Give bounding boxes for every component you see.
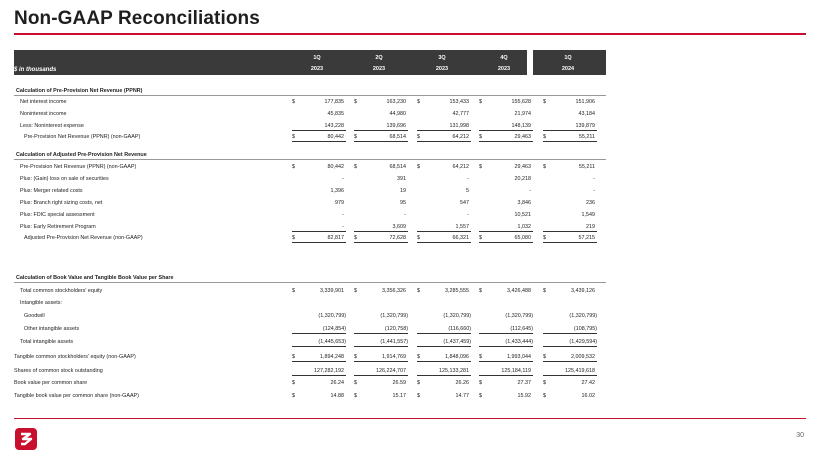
table-cell	[543, 199, 597, 207]
currency-symbol: $	[417, 235, 420, 241]
cell-value: 143,228	[324, 123, 344, 129]
currency-symbol: $	[479, 380, 482, 386]
table-row	[0, 198, 820, 208]
cell-value: 3,439,126	[571, 288, 595, 294]
table-cell	[354, 379, 408, 387]
table-cell	[543, 379, 597, 387]
table-cell	[354, 163, 408, 171]
cell-value: 68,514	[389, 164, 406, 170]
table-cell	[543, 211, 597, 219]
section-divider	[14, 159, 606, 160]
table-cell	[354, 392, 408, 400]
cell-value: 26.26	[455, 380, 469, 386]
cell-value: 163,230	[386, 99, 406, 105]
cell-value: 3,339,901	[320, 288, 344, 294]
row-label: Tangible book value per common share (non-GAAP)	[14, 393, 139, 399]
table-cell	[417, 353, 471, 362]
table-row	[0, 174, 820, 184]
column-header-quarter: 3Q	[438, 55, 446, 61]
cell-value: 236	[586, 200, 595, 206]
table-cell	[292, 325, 346, 334]
currency-symbol: $	[292, 380, 295, 386]
row-label: Net interest income	[20, 99, 67, 105]
column-header-quarter: 1Q	[564, 55, 572, 61]
table-cell	[292, 98, 346, 106]
currency-symbol: $	[543, 164, 546, 170]
currency-symbol: $	[417, 134, 420, 140]
cell-value: 979	[335, 200, 344, 206]
currency-symbol: $	[292, 235, 295, 241]
currency-symbol: $	[292, 288, 295, 294]
row-label: Tangible common stockholders' equity (non-GAAP)	[14, 354, 136, 360]
table-cell	[479, 392, 533, 400]
cell-value: (1,429,594)	[569, 339, 597, 345]
cell-value: (1,320,799)	[569, 313, 597, 319]
table-cell	[292, 110, 346, 118]
cell-value: 1,894,248	[320, 354, 344, 360]
column-header-quarter: 1Q	[313, 55, 321, 61]
cell-value: 3,426,488	[507, 288, 531, 294]
table-cell	[479, 122, 533, 131]
table-cell	[479, 325, 533, 334]
table-cell	[417, 199, 471, 207]
currency-symbol: $	[292, 99, 295, 105]
cell-value: 1,032	[517, 224, 531, 230]
table-cell	[292, 234, 346, 243]
cell-value: 3,356,326	[382, 288, 406, 294]
table-cell	[543, 338, 597, 347]
table-cell	[354, 338, 408, 347]
cell-value: 27.37	[517, 380, 531, 386]
table-cell	[417, 211, 471, 219]
table-cell	[292, 122, 346, 131]
table-cell	[479, 98, 533, 106]
cell-value: 3,609	[392, 224, 406, 230]
table-cell	[354, 287, 408, 295]
section-divider	[14, 95, 606, 96]
table-cell	[292, 211, 346, 219]
table-cell	[292, 392, 346, 400]
cell-value: 131,998	[449, 123, 469, 129]
table-cell	[543, 187, 597, 195]
table-row	[0, 298, 820, 308]
title-rule	[14, 33, 806, 35]
table-row	[0, 210, 820, 220]
table-row	[0, 132, 820, 142]
table-cell	[543, 163, 597, 171]
currency-symbol: $	[543, 288, 546, 294]
table-cell	[354, 367, 408, 376]
table-row	[0, 109, 820, 119]
table-row	[0, 311, 820, 321]
table-cell	[292, 223, 346, 232]
cell-value: 148,139	[511, 123, 531, 129]
cell-value: (108,795)	[573, 326, 597, 332]
cell-value: (1,437,459)	[443, 339, 471, 345]
table-cell	[479, 175, 533, 183]
currency-symbol: $	[292, 164, 295, 170]
cell-value: 15.92	[517, 393, 531, 399]
cell-value: 26.24	[330, 380, 344, 386]
table-cell	[292, 353, 346, 362]
table-cell	[354, 133, 408, 142]
table-cell	[417, 234, 471, 243]
table-cell	[417, 133, 471, 142]
currency-symbol: $	[543, 393, 546, 399]
row-label: Other intangible assets	[24, 326, 80, 332]
row-label: Pre-Provision Net Revenue (PPNR) (non-GAAP)	[20, 164, 137, 170]
cell-value: 177,835	[324, 99, 344, 105]
row-label: Plus: Early Retirement Program	[20, 224, 96, 230]
cell-value: 1,914,769	[382, 354, 406, 360]
table-cell	[479, 312, 533, 320]
cell-value: 68,514	[389, 134, 406, 140]
cell-value: 1,993,044	[507, 354, 531, 360]
column-header-year: 2023	[435, 66, 449, 72]
table-row	[0, 233, 820, 243]
table-cell	[479, 199, 533, 207]
section-title-label: Calculation of Pre-Provision Net Revenue (PPNR)	[16, 88, 143, 94]
cell-value: 15.17	[392, 393, 406, 399]
table-cell	[354, 234, 408, 243]
row-label: Intangible assets:	[20, 300, 62, 306]
cell-value: -	[342, 212, 344, 218]
page-number: 30	[796, 432, 804, 439]
table-cell	[292, 133, 346, 142]
table-cell	[417, 122, 471, 131]
currency-symbol: $	[417, 164, 420, 170]
cell-value: 21,974	[514, 111, 531, 117]
cell-value: 57,215	[578, 235, 595, 241]
table-cell	[543, 175, 597, 183]
cell-value: 155,628	[511, 99, 531, 105]
cell-value: -	[404, 212, 406, 218]
currency-symbol: $	[354, 393, 357, 399]
row-label: Total intangible assets	[20, 339, 74, 345]
cell-value: 55,211	[578, 164, 595, 170]
table-cell	[479, 353, 533, 362]
table-row	[0, 121, 820, 131]
row-label: Plus: FDIC special assessment	[20, 212, 95, 218]
currency-symbol: $	[417, 393, 420, 399]
cell-value: 27.42	[581, 380, 595, 386]
row-label: Plus: (Gain) loss on sale of securities	[20, 176, 109, 182]
cell-value: 55,211	[578, 134, 595, 140]
currency-symbol: $	[479, 235, 482, 241]
currency-symbol: $	[354, 235, 357, 241]
table-cell	[543, 312, 597, 320]
currency-symbol: $	[292, 354, 295, 360]
table-cell	[417, 367, 471, 376]
table-cell	[417, 98, 471, 106]
cell-value: 45,835	[327, 111, 344, 117]
table-row	[0, 324, 820, 334]
cell-value: (124,854)	[322, 326, 346, 332]
table-cell	[292, 187, 346, 195]
table-cell	[479, 211, 533, 219]
table-row	[0, 162, 820, 172]
cell-value: 1,549	[581, 212, 595, 218]
currency-symbol: $	[354, 164, 357, 170]
cell-value: 125,419,618	[565, 368, 595, 374]
cell-value: 1,848,096	[445, 354, 469, 360]
table-cell	[354, 211, 408, 219]
cell-value: 1,557	[455, 224, 469, 230]
table-cell	[417, 223, 471, 232]
table-row	[0, 378, 820, 388]
table-cell	[543, 234, 597, 243]
table-cell	[417, 338, 471, 347]
table-cell	[543, 223, 597, 232]
currency-symbol: $	[417, 288, 420, 294]
table-cell	[417, 287, 471, 295]
table-cell	[292, 199, 346, 207]
cell-value: 80,442	[327, 134, 344, 140]
cell-value: 64,212	[452, 164, 469, 170]
currency-symbol: $	[479, 164, 482, 170]
currency-symbol: $	[543, 354, 546, 360]
table-cell	[354, 353, 408, 362]
table-cell	[543, 133, 597, 142]
currency-symbol: $	[354, 99, 357, 105]
table-cell	[354, 122, 408, 131]
cell-value: 29,463	[514, 134, 531, 140]
cell-value: 151,906	[575, 99, 595, 105]
table-cell	[417, 187, 471, 195]
cell-value: (112,645)	[510, 326, 533, 332]
currency-symbol: $	[354, 134, 357, 140]
cell-value: (1,433,444)	[505, 339, 533, 345]
table-cell	[292, 379, 346, 387]
cell-value: 95	[400, 200, 406, 206]
currency-symbol: $	[354, 288, 357, 294]
cell-value: 82,817	[327, 235, 344, 241]
cell-value: 26.59	[392, 380, 406, 386]
cell-value: (1,445,653)	[318, 339, 346, 345]
cell-value: (116,660)	[448, 326, 471, 332]
cell-value: 126,224,707	[376, 368, 406, 374]
company-logo	[15, 428, 37, 450]
table-cell	[479, 110, 533, 118]
units-label: $ in thousands	[14, 67, 57, 73]
currency-symbol: $	[543, 99, 546, 105]
cell-value: 125,184,119	[501, 368, 531, 374]
section-divider	[14, 282, 606, 283]
cell-value: 43,184	[578, 111, 595, 117]
row-label: Total common stockholders' equity	[20, 288, 103, 294]
table-cell	[479, 367, 533, 376]
row-label: Adjusted Pre-Provision Net Revenue (non-GAAP)	[24, 235, 143, 241]
cell-value: -	[467, 212, 469, 218]
cell-value: 219	[586, 224, 595, 230]
table-cell	[543, 287, 597, 295]
table-cell	[292, 163, 346, 171]
cell-value: 80,442	[327, 164, 344, 170]
table-row	[0, 222, 820, 232]
table-cell	[354, 223, 408, 232]
cell-value: 139,879	[575, 123, 595, 129]
cell-value: -	[593, 188, 595, 194]
column-header-quarter: 4Q	[500, 55, 508, 61]
table-cell	[354, 98, 408, 106]
currency-symbol: $	[479, 288, 482, 294]
table-cell	[543, 122, 597, 131]
cell-value: 42,777	[452, 111, 469, 117]
cell-value: (1,320,799)	[380, 313, 408, 319]
table-cell	[543, 367, 597, 376]
table-cell	[479, 133, 533, 142]
row-label: Less: Noninterest expense	[20, 123, 84, 129]
currency-symbol: $	[479, 134, 482, 140]
table-row	[0, 352, 820, 362]
table-cell	[417, 175, 471, 183]
column-header-year: 2023	[372, 66, 386, 72]
cell-value: 153,433	[449, 99, 469, 105]
row-label: Plus: Merger related costs	[20, 188, 83, 194]
table-cell	[292, 287, 346, 295]
table-cell	[292, 175, 346, 183]
table-cell	[543, 98, 597, 106]
table-cell	[479, 379, 533, 387]
table-cell	[479, 287, 533, 295]
cell-value: 14.88	[330, 393, 344, 399]
currency-symbol: $	[292, 393, 295, 399]
table-cell	[479, 163, 533, 171]
cell-value: -	[529, 188, 531, 194]
currency-symbol: $	[543, 380, 546, 386]
cell-value: 2,009,532	[571, 354, 595, 360]
table-cell	[354, 325, 408, 334]
cell-value: 65,080	[514, 235, 531, 241]
row-label: Book value per common share	[14, 380, 88, 386]
column-header-quarter: 2Q	[375, 55, 383, 61]
table-cell	[417, 379, 471, 387]
cell-value: (1,320,799)	[505, 313, 533, 319]
row-label: Goodwill	[24, 313, 45, 319]
currency-symbol: $	[292, 134, 295, 140]
table-cell	[354, 110, 408, 118]
currency-symbol: $	[354, 354, 357, 360]
currency-symbol: $	[417, 380, 420, 386]
cell-value: 125,133,281	[439, 368, 469, 374]
cell-value: 127,282,192	[314, 368, 344, 374]
currency-symbol: $	[543, 134, 546, 140]
table-row	[0, 366, 820, 376]
cell-value: 72,628	[389, 235, 406, 241]
cell-value: 1,396	[330, 188, 344, 194]
cell-value: 19	[400, 188, 406, 194]
table-cell	[417, 163, 471, 171]
table-cell	[543, 392, 597, 400]
column-header-year: 2023	[310, 66, 324, 72]
cell-value: -	[467, 176, 469, 182]
table-cell	[479, 187, 533, 195]
cell-value: (1,320,799)	[443, 313, 471, 319]
currency-symbol: $	[354, 380, 357, 386]
column-header-year: 2023	[497, 66, 511, 72]
table-cell	[354, 175, 408, 183]
table-cell	[417, 325, 471, 334]
table-cell	[292, 367, 346, 376]
table-cell	[354, 187, 408, 195]
table-cell	[292, 312, 346, 320]
table-cell	[479, 234, 533, 243]
table-cell	[417, 392, 471, 400]
footer-rule	[14, 418, 806, 419]
cell-value: 3,285,555	[445, 288, 469, 294]
table-row	[0, 391, 820, 401]
page-title: Non-GAAP Reconciliations	[14, 8, 260, 29]
table-cell	[543, 325, 597, 334]
table-cell	[543, 110, 597, 118]
cell-value: -	[593, 176, 595, 182]
cell-value: 44,980	[389, 111, 406, 117]
currency-symbol: $	[417, 354, 420, 360]
table-cell	[292, 338, 346, 347]
row-label: Shares of common stock outstanding	[14, 368, 103, 374]
cell-value: 5	[466, 188, 469, 194]
cell-value: 139,696	[386, 123, 406, 129]
cell-value: 64,212	[452, 134, 469, 140]
cell-value: 29,463	[514, 164, 531, 170]
row-label: Pre-Provision Net Revenue (PPNR) (non-GAAP)	[24, 134, 141, 140]
currency-symbol: $	[479, 99, 482, 105]
table-cell	[354, 312, 408, 320]
currency-symbol: $	[543, 235, 546, 241]
section-title-label: Calculation of Adjusted Pre-Provision Net Revenue	[16, 152, 147, 158]
cell-value: 391	[397, 176, 406, 182]
table-row	[0, 97, 820, 107]
table-cell	[543, 353, 597, 362]
cell-value: 20,218	[514, 176, 531, 182]
table-cell	[479, 338, 533, 347]
row-label: Noninterest income	[20, 111, 67, 117]
cell-value: 3,846	[517, 200, 531, 206]
cell-value: 16.02	[581, 393, 595, 399]
cell-value: (120,758)	[384, 326, 408, 332]
section-title-label: Calculation of Book Value and Tangible Book Value per Share	[16, 275, 174, 281]
row-label: Plus: Branch right sizing costs, net	[20, 200, 103, 206]
table-cell	[479, 223, 533, 232]
currency-symbol: $	[479, 393, 482, 399]
cell-value: (1,320,799)	[318, 313, 346, 319]
table-row	[0, 286, 820, 296]
table-row	[0, 337, 820, 347]
column-header-year: 2024	[561, 66, 575, 72]
cell-value: 66,321	[452, 235, 469, 241]
currency-symbol: $	[417, 99, 420, 105]
table-cell	[417, 110, 471, 118]
table-cell	[354, 199, 408, 207]
cell-value: 14.77	[455, 393, 469, 399]
currency-symbol: $	[479, 354, 482, 360]
cell-value: 547	[460, 200, 469, 206]
cell-value: -	[342, 224, 344, 230]
cell-value: -	[342, 176, 344, 182]
cell-value: 10,521	[514, 212, 531, 218]
cell-value: (1,441,557)	[380, 339, 408, 345]
table-row	[0, 186, 820, 196]
table-cell	[417, 312, 471, 320]
